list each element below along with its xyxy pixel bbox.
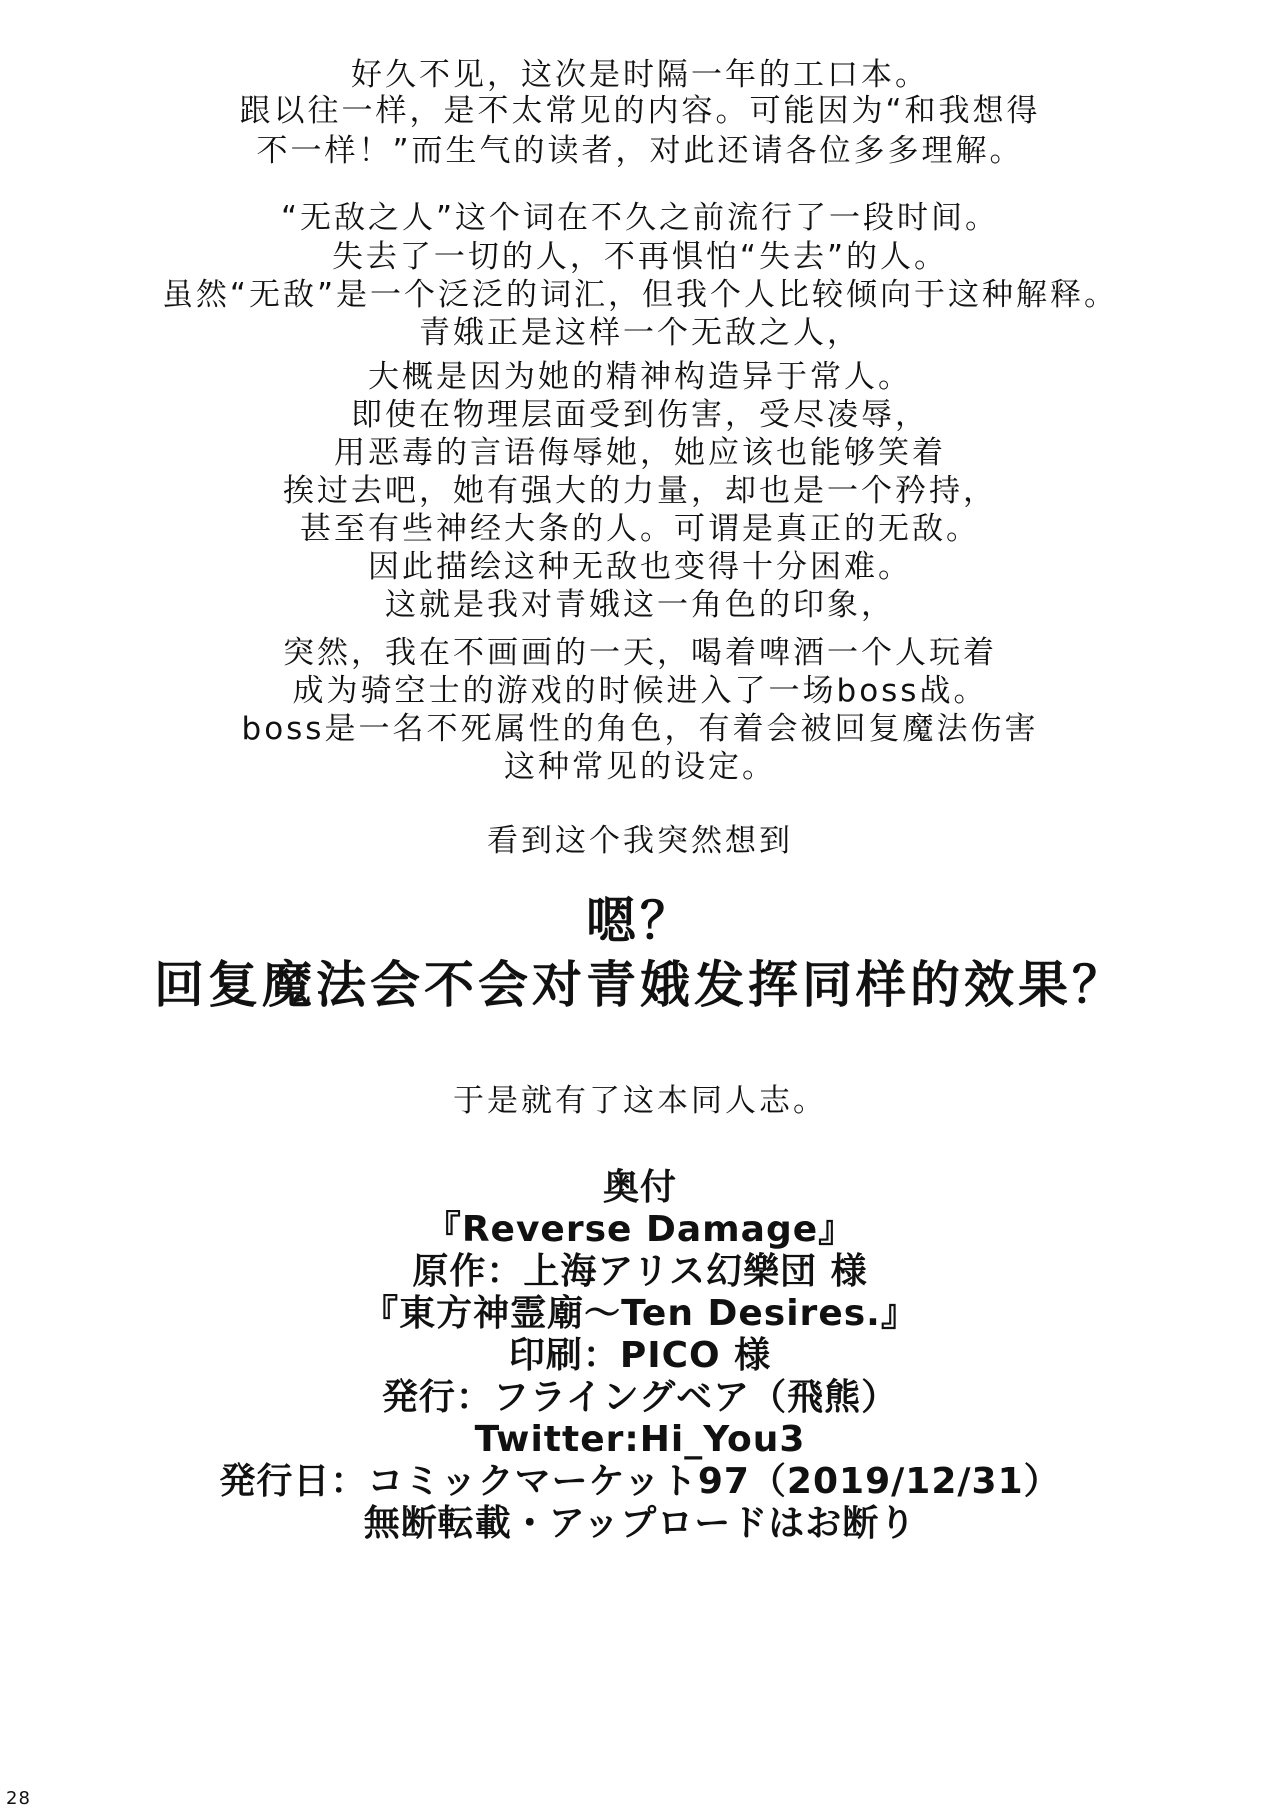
conclusion-line: 于是就有了这本同人志。 [453, 1083, 827, 1119]
character-line-5: 甚至有些神经大条的人。可谓是真正的无敌。 [300, 511, 980, 547]
big-question-line-2: 回复魔法会不会对青娥发挥同样的效果？ [154, 956, 1126, 1014]
colophon-printer: 印刷：PICO 様 [508, 1335, 772, 1376]
game-line-1: 突然，我在不画画的一天，喝着啤酒一个人玩着 [283, 635, 997, 671]
character-line-2: 即使在物理层面受到伤害，受尽凌辱， [351, 397, 929, 433]
invincible-line-2: 失去了一切的人，不再惧怕“失去”的人。 [331, 239, 949, 275]
character-line-1: 大概是因为她的精神构造异于常人。 [368, 359, 912, 395]
character-line-4: 挨过去吧，她有强大的力量，却也是一个矜持， [283, 473, 997, 509]
colophon-reprint-notice: 無断転載・アップロードはお断り [363, 1503, 917, 1544]
colophon-source-work: 『東方神霊廟～Ten Desires.』 [362, 1293, 918, 1334]
colophon-publisher: 発行：フライングベア（飛熊） [381, 1377, 899, 1418]
colophon-title: 奥付 [602, 1167, 677, 1208]
colophon-book-title: 『Reverse Damage』 [424, 1209, 856, 1250]
intro-line-3: 不一样！”而生气的读者，对此还请各位多多理解。 [256, 133, 1024, 169]
game-line-3: boss是一名不死属性的角色，有着会被回复魔法伤害 [241, 711, 1039, 747]
character-line-6: 因此描绘这种无敌也变得十分困难。 [368, 549, 912, 585]
big-question-line-1: 嗯？ [586, 892, 694, 950]
thought-line: 看到这个我突然想到 [487, 823, 793, 859]
colophon-twitter: Twitter:Hi_You3 [474, 1419, 806, 1460]
colophon-publish-date: 発行日：コミックマーケット97（2019/12/31） [219, 1461, 1061, 1502]
intro-line-1: 好久不见，这次是时隔一年的工口本。 [351, 57, 929, 93]
colophon-original: 原作：上海アリス幻樂団 様 [412, 1251, 868, 1292]
invincible-line-1: “无敌之人”这个词在不久之前流行了一段时间。 [280, 200, 1000, 236]
game-line-4: 这种常见的设定。 [504, 749, 776, 785]
intro-line-2: 跟以往一样，是不太常见的内容。可能因为“和我想得 [239, 93, 1041, 129]
character-line-7: 这就是我对青娥这一角色的印象， [385, 587, 895, 623]
invincible-line-3: 虽然“无敌”是一个泛泛的词汇，但我个人比较倾向于这种解释。 [161, 277, 1119, 313]
game-line-2: 成为骑空士的游戏的时候进入了一场boss战。 [292, 673, 988, 709]
character-line-3: 用恶毒的言语侮辱她，她应该也能够笑着 [334, 435, 946, 471]
invincible-line-4: 青娥正是这样一个无敌之人， [419, 315, 861, 351]
page-number: 28 [6, 1788, 31, 1809]
